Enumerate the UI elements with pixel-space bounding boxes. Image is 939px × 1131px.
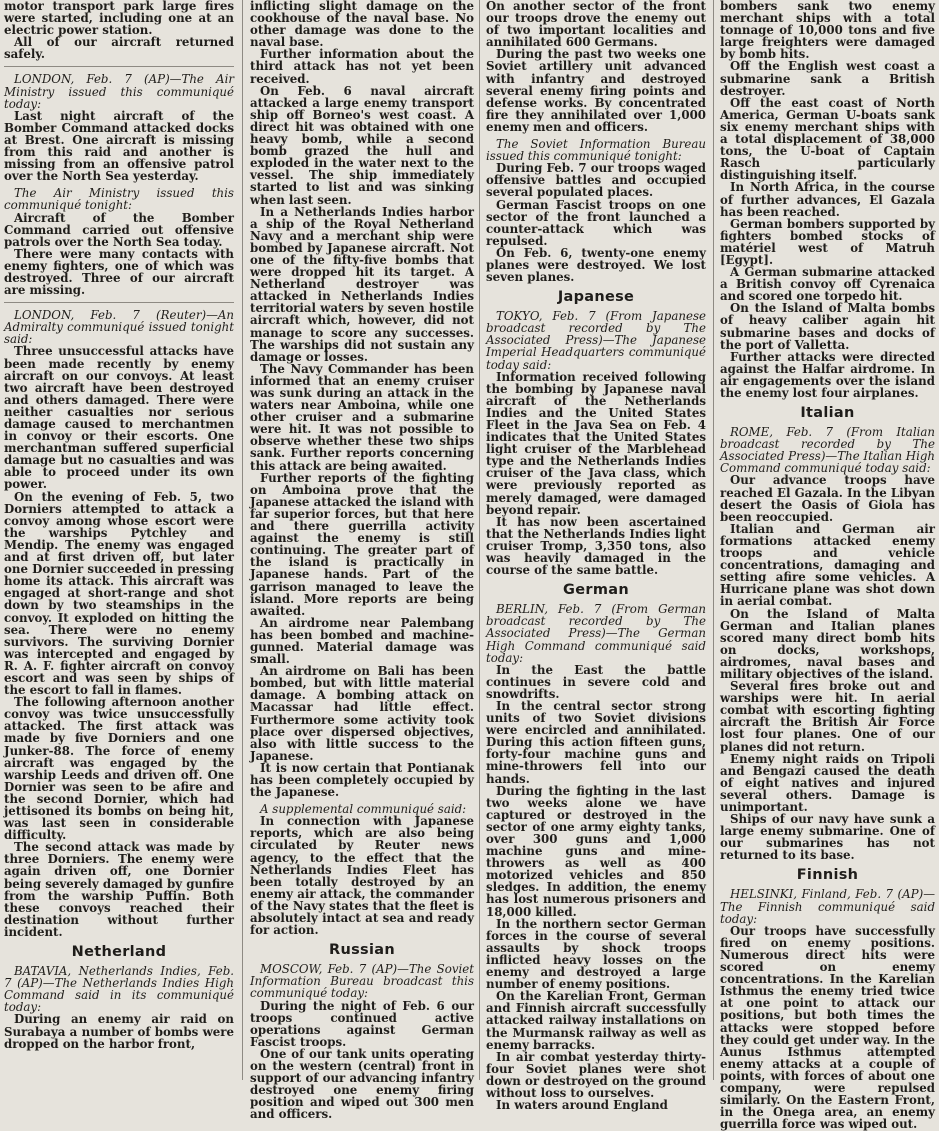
dateline: The Air Ministry issued this communiqué tonight: (4, 186, 234, 213)
article-paragraph: A German submarine attacked a British convoy off Cyrenaica and scored one torpedo hit. (720, 265, 935, 304)
article-paragraph: German Fascist troops on one sector of the front launched a counter-attack which was repulsed. (486, 197, 706, 248)
dateline: LONDON, Feb. 7 (AP)—The Air Ministry issued this communiqué today: (4, 66, 234, 109)
article-paragraph: Ships of our navy have sunk a large enemy submarine. One of our submarines has not returned to its base. (720, 812, 935, 863)
section-heading: Finnish (796, 867, 859, 884)
article-paragraph: An airdrome near Palembang has been bombed and machine-gunned. Material damage was small. (250, 615, 474, 667)
dateline: BATAVIA, Netherlands Indies, Feb. 7 (AP)—The Netherlands Indies High Command said in its communiqué today: (4, 964, 234, 1015)
article-paragraph: In a Netherlands Indies harbor a ship of the Royal Netherland Navy and a merchant ship were bombed by Japanese aircraft. Not one of the fifty-five bombs that were dropped hit its target. A Netherland destroyer was attacked in Netherlands Indies territorial waters by seven hostile aircraft which, however, did not manage to score any successes. The warships did not sustain any damage or losses. (250, 204, 474, 364)
section-heading: Russian (329, 942, 395, 959)
dateline: A supplemental communiqué said: (260, 802, 467, 817)
article-paragraph: Off the east coast of North America, German U-boats sank six enemy merchant ships with a total displacement of 38,000 tons, the U-boat of Captain Rasch particularly distinguishing itself. (720, 95, 935, 183)
article-paragraph: The Navy Commander has been informed that an enemy cruiser was sunk during an attack in the waters near Amboina, while one other cruiser and a submarine were hit. It was not possible to observe whether these two ships sank. Further reports concerning this attack are being awaited. (250, 361, 474, 473)
article-paragraph: During the past two weeks one Soviet artillery unit advanced with infantry and destroyed several enemy firing points and defense works. By concentrated fire they annihilated over 1,000 enemy men and officers. (486, 47, 706, 134)
article-paragraph: bombers sank two enemy merchant ships with a total tonnage of 10,000 tons and five large freighters were damaged by bomb hits. (720, 0, 935, 62)
article-paragraph: On the Karelian Front, German and Finnish aircraft successfully attacked railway installations on the Murmansk railway as well as enemy barracks. (486, 989, 706, 1052)
article-paragraph: Italian and German air formations attacked enemy troops and vehicle concentrations, damaging and setting afire some vehicles. A Hurricane plane was shot down in aerial combat. (720, 521, 935, 609)
article-paragraph: Off the English west coast a submarine sank a British destroyer. (720, 59, 935, 98)
article-paragraph: Further reports of the fighting on Amboina prove that the Japanese attacked the island with far superior forces, but that here and there guerrilla activity against the enemy is still continuing. The greater part of the island is practically in Japanese hands. Part of the garrison managed to leave the island. More reports are being awaited. (250, 470, 474, 618)
column-2 (246, 0, 478, 1122)
article-paragraph: Several fires broke out and warships were hit. In aerial combat with escorting fighting aircraft the British Air Force lost four planes. One of our planes did not return. (720, 679, 935, 754)
article-paragraph: It is now certain that Pontianak has been completely occupied by the Japanese. (250, 760, 474, 800)
article-paragraph: During Feb. 7 our troops waged offensive battles and occupied several populated places. (486, 161, 706, 200)
article-paragraph: motor transport park large fires were started, including one at an electric power station. (4, 0, 234, 38)
article-paragraph: During the fighting in the last two weeks alone we have captured or destroyed in the sector of one army eighty tanks, over 300 guns and 1,000 machine guns and mine-throwers as well as 400 motorized vehicles and 850 sledges. In addition, the enemy has lost numerous prisoners and 18,000 killed. (486, 783, 706, 919)
article-paragraph: Three unsuccessful attacks have been made recently by enemy aircraft on our convoys. At least two aircraft have been destroyed and others damaged. There were neither casualties nor serious damage caused to merchantmen in convoy or their escorts. One merchantman suffered superficial damage but no casualties and was able to proceed under its own power. (4, 344, 234, 492)
article-paragraph: In air combat yesterday thirty-four Soviet planes were shot down or destroyed on the ground without loss to ourselves. (486, 1049, 706, 1100)
section-heading: Italian (800, 405, 855, 422)
article-paragraph: On Feb. 6, twenty-one enemy planes were destroyed. We lost seven planes. (486, 245, 706, 285)
article-paragraph: It has now been ascertained that the Netherlands Indies light cruiser Tromp, 3,350 tons, also was heavily damaged in the course of the same battle. (486, 514, 706, 578)
article-paragraph: Further attacks were directed against the Halfar airdrome. In air engagements over the island the enemy lost four airplanes. (720, 349, 935, 400)
article-paragraph: Enemy night raids on Tripoli and Bengazi caused the death of eight natives and injured several others. Damage is unimportant. (720, 751, 935, 814)
article-paragraph: On Feb. 6 naval aircraft attacked a large enemy transport ship off Borneo's west coast. A direct hit was obtained with one heavy bomb, while a second bomb grazed the hull and exploded in the water next to the vessel. The ship immediately started to list and was sinking when last seen. (250, 83, 474, 207)
article-paragraph: On the evening of Feb. 5, two Dorniers attempted to attack a convoy among whose escort were the warships Pytchley and Mendip. The enemy was engaged and at first driven off, but later one Dornier succeeded in pressing home its attack. This aircraft was engaged at short-range and shot down by two steamships in the convoy. It exploded on hitting the sea. There were no enemy survivors. The surviving Dornier was intercepted and engaged by R. A. F. fighter aircraft on convoy escort and was seen by ships of the escort to fall in flames. (4, 489, 234, 698)
article-paragraph: Our troops have successfully fired on enemy positions. Numerous direct hits were scored on enemy concentrations. In the Karelian Isthmus the enemy tried twice at one point to attack our positions, but both times the attacks were stopped before they could get under way. In the Aunus Isthmus attempted enemy attacks at a couple of points, with forces of about one company, were repulsed similarly. On the Eastern Front, in the Onega area, an enemy guerrilla force was wiped out. (720, 923, 935, 1131)
article-paragraph: On the Island of Malta German and Italian planes scored many direct bomb hits on docks, workshops, airdromes, naval bases and military objectives of the island. (720, 606, 935, 681)
article-paragraph: The following afternoon another convoy was twice unsuccessfully attacked. The first attack was made by five Dorniers and one Junker-88. The force of enemy aircraft was engaged by the warship Leeds and driven off. One Dornier was seen to be afire and the second Dornier, which had jettisoned its bombs on being hit, was last seen in considerable difficulty. (4, 695, 234, 843)
dateline: LONDON, Feb. 7 (Reuter)—An Admiralty communiqué issued tonight said: (4, 302, 234, 345)
dateline: TOKYO, Feb. 7 (From Japanese broadcast recorded by The Associated Press)—The Japanese Imperial Headquarters communiqué today said: (486, 309, 706, 372)
dateline: ROME, Feb. 7 (From Italian broadcast recorded by The Associated Press)—The Italian High Command communiqué today said: (720, 425, 935, 476)
section-heading: Japanese (557, 289, 635, 306)
article-paragraph: The second attack was made by three Dorniers. The enemy were again driven off, one Dornier being severely damaged by gunfire from the warship Puffin. Both these convoys reached their destination without further incident. (4, 840, 234, 939)
dateline: BERLIN, Feb. 7 (From German broadcast recorded by The Associated Press)—The German High Command communiqué said today: (486, 602, 706, 665)
column-1 (0, 0, 238, 1080)
column-rule (479, 0, 480, 1080)
article-paragraph: Further information about the third attack has not yet been received. (250, 47, 474, 86)
article-paragraph: An airdrome on Bali has been bombed, but with little material damage. A bombing attack on Macassar had little effect. Furthermore some activity took place over dispersed objectives, also with little success to the Japanese. (250, 664, 474, 763)
article-paragraph: In the northern sector German forces in the course of several assaults by shock troops inflicted heavy losses on the enemy and destroyed a large number of enemy positions. (486, 916, 706, 992)
article-paragraph: Our advance troops have reached El Gazala. In the Libyan desert the Oasis of Giola has been reoccupied. (720, 473, 935, 524)
article-paragraph: During the night of Feb. 6 our troops continued active operations against German Fascist troops. (250, 998, 474, 1049)
article-paragraph: One of our tank units operating on the western (central) front in support of our advancing infantry destroyed one enemy firing position and wiped out 300 men and officers. (250, 1046, 474, 1122)
article-paragraph: In connection with Japanese reports, which are also being circulated by Reuter news agency, to the effect that the Netherlands Indies Fleet has been totally destroyed by an enemy air attack, the commander of the Navy states that the fleet is absolutely intact at sea and ready for action. (250, 814, 474, 938)
column-rule (713, 0, 714, 1080)
article-paragraph: In the East the battle continues in severe cold and snowdrifts. (486, 662, 706, 701)
article-paragraph: In North Africa, in the course of further advances, El Gazala has been reached. (720, 180, 935, 219)
article-paragraph: Last night aircraft of the Bomber Command attacked docks at Brest. One aircraft is missing from this raid and another is missing from an offensive patrol over the North Sea yesterday. (4, 108, 234, 184)
article-paragraph: Information received following the bombing by Japanese naval aircraft of the Netherlands Indies and the United States Fleet in the Java Sea on Feb. 4 indicates that the United States light cruiser of the Marblehead type and the Netherlands Indies cruiser of the Java class, which were previously reported as merely damaged, were damaged beyond repair. (486, 369, 706, 517)
article-paragraph: During an enemy air raid on Surabaya a number of bombs were dropped on the harbor front, (4, 1012, 234, 1051)
article-paragraph: On another sector of the front our troops drove the enemy out of two important localities and annihilated 600 Germans. (486, 0, 706, 50)
article-paragraph: On the Island of Malta bombs of heavy caliber again hit submarine bases and docks of the port of Valletta. (720, 301, 935, 352)
column-3 (482, 0, 710, 1113)
section-heading: Netherland (71, 944, 167, 961)
article-paragraph: In waters around England (496, 1098, 668, 1113)
column-rule (242, 0, 243, 1080)
article-paragraph: In the central sector strong units of two Soviet divisions were encircled and annihilated. During this action fifteen guns, forty-four machine guns and mine-throwers fell into our hands. (486, 698, 706, 786)
article-paragraph: There were many contacts with enemy fighters, one of which was destroyed. Three of our aircraft are missing. (4, 246, 234, 298)
section-heading: German (563, 582, 629, 599)
article-paragraph: Aircraft of the Bomber Command carried out offensive patrols over the North Sea today. (4, 210, 234, 249)
article-paragraph: inflicting slight damage on the cookhouse of the naval base. No other damage was done to the naval base. (250, 0, 474, 50)
dateline: MOSCOW, Feb. 7 (AP)—The Soviet Information Bureau broadcast this communiqué today: (250, 962, 474, 1001)
column-4 (716, 0, 939, 1131)
article-paragraph: All of our aircraft returned safely. (4, 35, 234, 62)
article-paragraph: German bombers supported by fighters bombed stocks of matériel west of Matruh [Egypt]. (720, 216, 935, 267)
dateline: The Soviet Information Bureau issued this communiqué tonight: (486, 137, 706, 164)
dateline: HELSINKI, Finland, Feb. 7 (AP)—The Finnish communiqué said today: (720, 887, 935, 926)
